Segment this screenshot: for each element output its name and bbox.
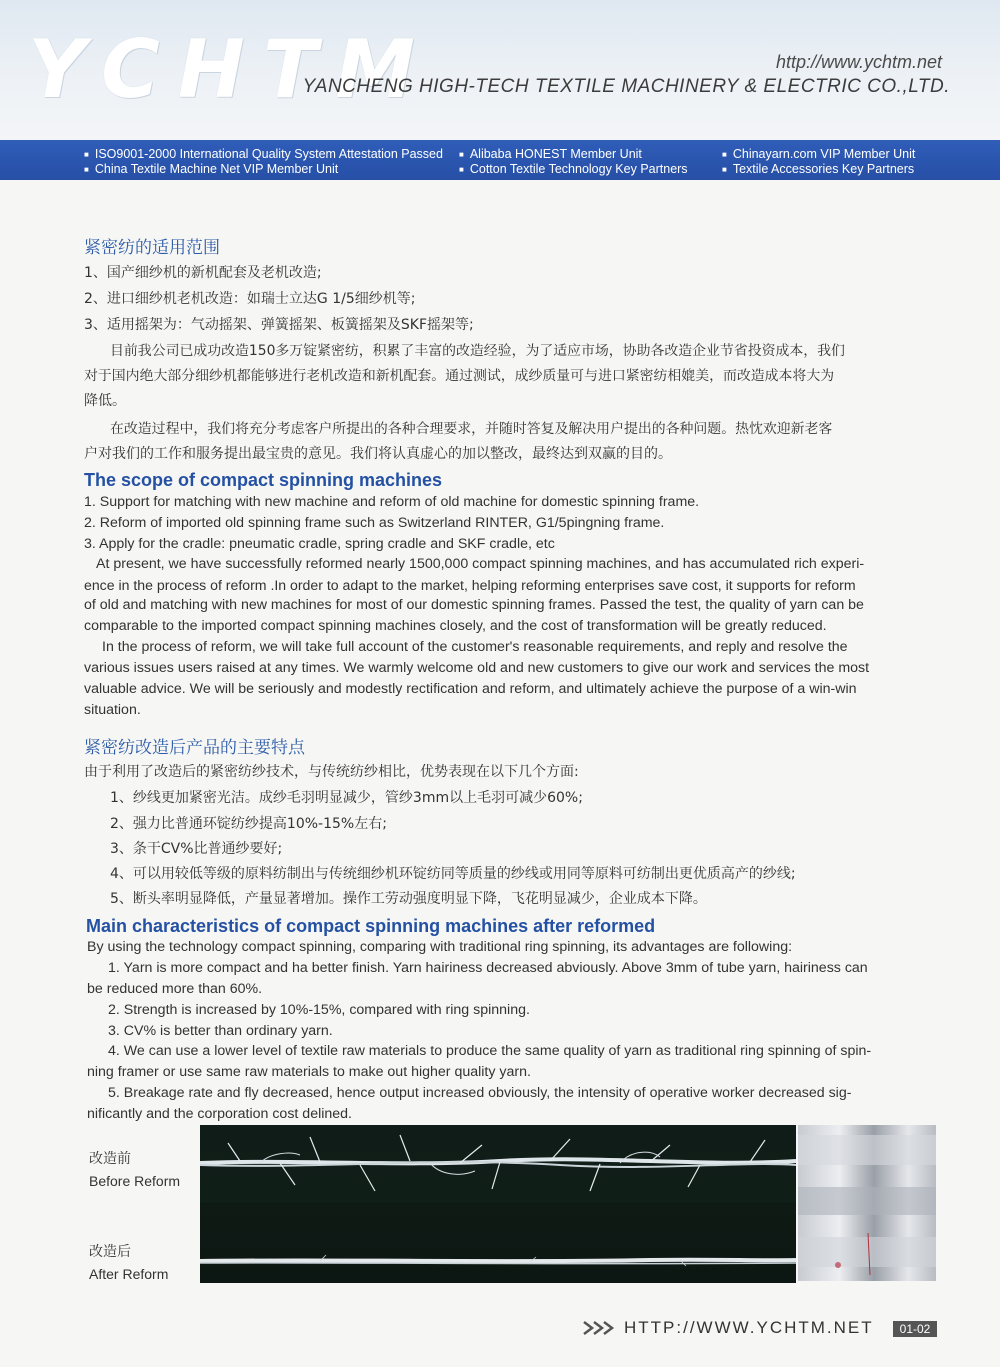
text-line: ence in the process of reform .In order to adapt to the market, helping reforming enterprises save cost, it supports for reform (84, 577, 856, 593)
after-label-en: After Reform (89, 1266, 169, 1282)
text-line: comparable to the imported compact spinning machines closely, and the cost of transformation will be greatly reduced. (84, 618, 827, 634)
text-line: 1. Support for matching with new machine and reform of old machine for domestic spinning frame. (84, 494, 700, 510)
text-line: nificantly and the corporation cost delined. (87, 1106, 352, 1122)
text-line: 对于国内绝大部分细纱机都能够进行老机改造和新机配套。通过测试，成纱质量可与进口紧密纺相媲美，而改造成本将大为 (84, 368, 835, 384)
text-line: ning framer or use same raw materials to make out higher quality yarn. (87, 1064, 531, 1080)
section-title-cn-scope: 紧密纺的适用范围 (84, 238, 220, 258)
after-label-cn: 改造后 (89, 1243, 131, 1259)
before-label-en: Before Reform (89, 1173, 181, 1189)
text-line: In the process of reform, we will take full account of the customer's reasonable requirements, and reply and resolve the (102, 639, 848, 655)
bar-item: ■ ISO9001-2000 International Quality System Attestation Passed (84, 147, 443, 161)
text-line: 3. CV% is better than ordinary yarn. (108, 1023, 333, 1039)
text-line: 4. We can use a lower level of textile raw materials to produce the same quality of yarn as traditional ring spinning of spin- (108, 1043, 872, 1059)
yarn-after-image (200, 1205, 796, 1283)
text-line: 1、纱线更加紧密光洁。成纱毛羽明显减少，管纱3mm以上毛羽可减少60%; (110, 790, 583, 806)
bar-item: ■ Chinayarn.com VIP Member Unit (722, 147, 915, 161)
before-label-cn: 改造前 (89, 1150, 131, 1166)
text-line: 在改造过程中，我们将充分考虑客户所提出的各种合理要求，并随时答复及解决用户提出的各种问题。热忱欢迎新老客 (110, 421, 833, 437)
text-line: 降低。 (84, 393, 126, 409)
section-title-en-features: Main characteristics of compact spinning machines after reformed (86, 916, 656, 936)
text-line: 5. Breakage rate and fly decreased, hence output increased obviously, the intensity of operative worker decreased sig- (108, 1085, 852, 1101)
text-line: various issues users raised at any times. We warmly welcome old and new customers to give our work and services the most (84, 660, 870, 676)
text-line: 户对我们的工作和服务提出最宝贵的意见。我们将认真虚心的加以整改，最终达到双赢的目的。 (84, 446, 672, 462)
certification-bar (0, 140, 1000, 180)
text-line: 1、国产细纱机的新机配套及老机改造; (84, 265, 322, 281)
text-line: 3、适用摇架为：气动摇架、弹簧摇架、板簧摇架及SKF摇架等; (84, 317, 474, 333)
text-line: By using the technology compact spinning, comparing with traditional ring spinning, its advantages are following: (87, 939, 793, 955)
yarn-comparison-photo (200, 1125, 796, 1283)
page-header (0, 0, 1000, 140)
spinning-roller-photo (798, 1125, 936, 1281)
section-title-en-scope: The scope of compact spinning machines (84, 470, 443, 490)
smooth-yarn-icon (200, 1205, 796, 1283)
header-url[interactable]: http://www.ychtm.net (775, 52, 942, 72)
double-chevron-icon (582, 1320, 616, 1336)
text-line: situation. (84, 702, 141, 718)
hairy-yarn-icon (200, 1125, 796, 1203)
text-line: 2. Reform of imported old spinning frame such as Switzerland RINTER, G1/5pingning frame. (84, 515, 665, 531)
text-line: 3、条干CV%比普通纱要好; (110, 841, 283, 857)
yarn-before-image (200, 1125, 796, 1203)
text-line: 4、可以用较低等级的原料纺制出与传统细纱机环锭纺同等质量的纱线或用同等原料可纺制出更优质高产的纱线; (110, 866, 796, 882)
bar-item: ■ China Textile Machine Net VIP Member Unit (84, 162, 338, 176)
section-title-cn-features: 紧密纺改造后产品的主要特点 (84, 738, 305, 758)
page-number: 01-02 (893, 1321, 937, 1337)
text-line: 2、进口细纱机老机改造：如瑞士立达G 1/5细纱机等; (84, 291, 416, 307)
bar-item: ■ Cotton Textile Technology Key Partners (459, 162, 688, 176)
bar-item: ■ Alibaba HONEST Member Unit (459, 147, 642, 161)
text-line: 目前我公司已成功改造150多万锭紧密纺，积累了丰富的改造经验，为了适应市场，协助各改造企业节省投资成本，我们 (110, 343, 845, 359)
text-line: of old and matching with new machines for most of our domestic spinning frames. Passed the test, the quality of yarn can be (84, 597, 864, 613)
text-line: 2. Strength is increased by 10%-15%, compared with ring spinning. (108, 1002, 530, 1018)
text-line: 5、断头率明显降低，产量显著增加。操作工劳动强度明显下降，飞花明显减少，企业成本下降。 (110, 891, 707, 907)
bar-item: ■ Textile Accessories Key Partners (722, 162, 914, 176)
text-line: 由于利用了改造后的紧密纺纱技术，与传统纺纱相比，优势表现在以下几个方面: (84, 764, 579, 780)
text-line: 2、强力比普通环锭纺纱提高10%-15%左右; (110, 816, 387, 832)
footer-url[interactable]: HTTP://WWW.YCHTM.NET (624, 1318, 874, 1337)
text-line: At present, we have successfully reformed nearly 1500,000 compact spinning machines, and has accumulated rich experi- (96, 556, 865, 572)
text-line: 3. Apply for the cradle: pneumatic cradle, spring cradle and SKF cradle, etc (84, 536, 555, 552)
company-logo: YCHTM (28, 23, 433, 116)
text-line: be reduced more than 60%. (87, 981, 263, 997)
roller-icon (798, 1125, 936, 1281)
text-line: valuable advice. We will be seriously and modestly rectification and reform, and ultimately achieve the purpose of a win-win (84, 681, 857, 697)
text-line: 1. Yarn is more compact and ha better finish. Yarn hairiness decreased abviously. Above 3mm of tube yarn, hairiness can (108, 960, 868, 976)
company-name: YANCHENG HIGH-TECH TEXTILE MACHINERY & ELECTRIC CO.,LTD. (302, 76, 950, 97)
